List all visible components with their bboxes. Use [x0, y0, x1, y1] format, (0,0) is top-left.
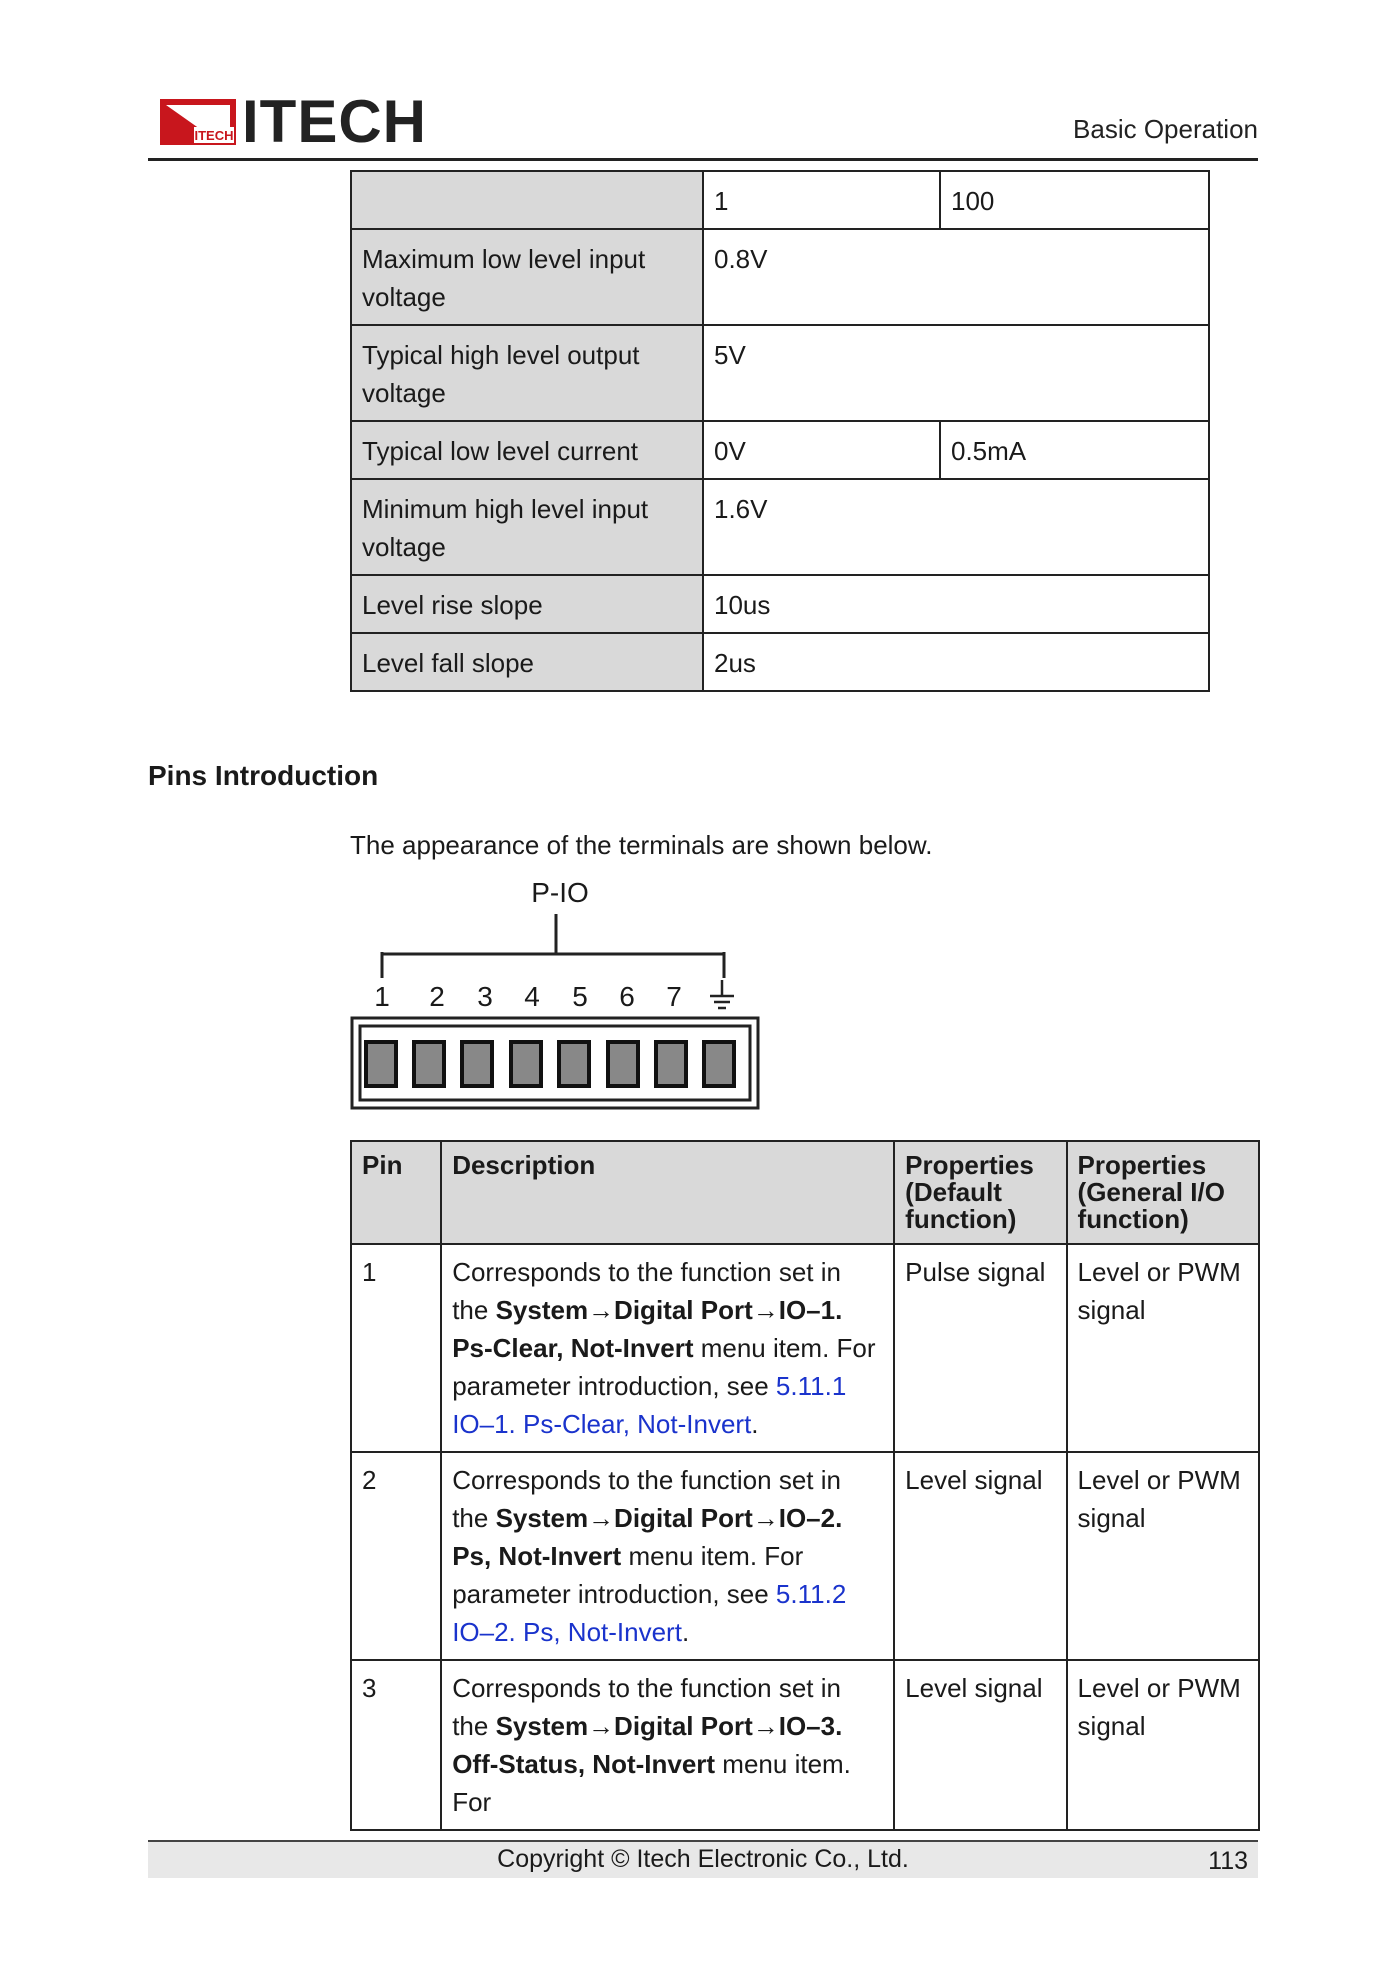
spec-top-label: [351, 171, 703, 229]
spec-row: [351, 325, 1209, 421]
header-section-title: Basic Operation: [1073, 114, 1258, 144]
pin-table: [350, 1140, 1260, 1831]
pin-number: 5: [572, 981, 588, 1012]
pin-number-cell: 2: [351, 1452, 441, 1660]
pin-description: [441, 1452, 894, 1660]
connector-label: P-IO: [531, 877, 589, 908]
connector-pin: [559, 1042, 589, 1086]
desc-text: Corresponds to the function set in the: [452, 1465, 841, 1533]
desc-text: Corresponds to the function set in the: [452, 1257, 841, 1325]
pin-number: 3: [477, 981, 493, 1012]
pin-number: 2: [429, 981, 445, 1012]
desc-text: .: [751, 1409, 759, 1439]
spec-row: [351, 229, 1209, 325]
pin-number: 4: [524, 981, 540, 1012]
logo-text: ITECH: [242, 88, 427, 155]
page-number: 113: [1208, 1847, 1248, 1875]
spec-value: 5V: [703, 325, 1209, 421]
desc-text: menu item. For parameter introduction, see: [452, 1541, 804, 1609]
spec-top-cell: 100: [940, 171, 1209, 229]
desc-text: menu item. For: [452, 1749, 851, 1817]
pin-general-prop: Level or PWM signal: [1067, 1244, 1259, 1452]
desc-text: Corresponds to the function set in the: [452, 1673, 841, 1741]
desc-menu-path: System→Digital Port→IO–3. Off-Status, Not-Invert: [452, 1711, 843, 1779]
spec-label: Level rise slope: [351, 575, 703, 633]
spec-value: 1.6V: [703, 479, 1209, 575]
pin-row: [351, 1660, 1259, 1830]
desc-menu-path: System→Digital Port→IO–2. Ps, Not-Invert: [452, 1503, 843, 1571]
spec-value: 10us: [703, 575, 1209, 633]
pin-number: 1: [374, 981, 390, 1012]
logo-mark-text: ITECH: [194, 128, 234, 143]
spec-top-row: [351, 171, 1209, 229]
spec-row: [351, 479, 1209, 575]
itech-logo: [160, 88, 427, 155]
section-link[interactable]: 5.11.2 IO–2. Ps, Not-Invert: [452, 1579, 847, 1647]
terminal-diagram: [350, 868, 760, 1110]
connector-pin: [462, 1042, 492, 1086]
spec-value: 0.8V: [703, 229, 1209, 325]
pin-table-header: [351, 1141, 1259, 1244]
spec-top-cell: 1: [703, 171, 940, 229]
pin-general-prop: Level or PWM signal: [1067, 1660, 1259, 1830]
section-title: Pins Introduction: [148, 760, 379, 791]
page-footer: [148, 1840, 1258, 1878]
spec-label: Minimum high level input voltage: [351, 479, 703, 575]
header-general-props: Properties (General I/O function): [1067, 1141, 1259, 1244]
pin-row: [351, 1244, 1259, 1452]
connector-pin: [608, 1042, 638, 1086]
spec-row: [351, 575, 1209, 633]
header-default-props: Properties (Default function): [894, 1141, 1066, 1244]
desc-text: .: [681, 1617, 690, 1647]
section-link[interactable]: 5.11.1 IO–1. Ps-Clear, Not-Invert: [452, 1371, 847, 1439]
copyright-text: Copyright © Itech Electronic Co., Ltd.: [497, 1845, 909, 1873]
pin-number: 6: [619, 981, 635, 1012]
desc-text: menu item. For parameter introduction, see: [452, 1333, 876, 1401]
pin-number-cell: 3: [351, 1660, 441, 1830]
header-pin: Pin: [351, 1141, 441, 1244]
pin-default-prop: Pulse signal: [894, 1244, 1066, 1452]
spec-row: [351, 633, 1209, 691]
connector-pin: [366, 1042, 396, 1086]
pin-default-prop: Level signal: [894, 1660, 1066, 1830]
pin-general-prop: Level or PWM signal: [1067, 1452, 1259, 1660]
connector-pin: [704, 1042, 734, 1086]
spec-table: [350, 170, 1210, 692]
spec-label: Level fall slope: [351, 633, 703, 691]
itech-logo-mark: [160, 99, 236, 145]
spec-row: [351, 421, 1209, 479]
spec-label: Typical low level current: [351, 421, 703, 479]
pin-number: 7: [666, 981, 682, 1012]
page-header: [148, 88, 1258, 161]
spec-value: 0V: [703, 421, 940, 479]
pin-description: [441, 1244, 894, 1452]
desc-menu-path: System→Digital Port→IO–1. Ps-Clear, Not-Invert: [452, 1295, 843, 1363]
spec-value: 2us: [703, 633, 1209, 691]
intro-text: The appearance of the terminals are shown below.: [350, 830, 933, 860]
connector-pin: [511, 1042, 541, 1086]
connector-pins: [366, 1042, 734, 1086]
connector-pin: [414, 1042, 444, 1086]
ground-icon: [710, 980, 734, 1008]
spec-value-2: 0.5mA: [940, 421, 1209, 479]
pin-number-cell: 1: [351, 1244, 441, 1452]
pin-row: [351, 1452, 1259, 1660]
spec-label: Maximum low level input voltage: [351, 229, 703, 325]
spec-label: Typical high level output voltage: [351, 325, 703, 421]
pin-default-prop: Level signal: [894, 1452, 1066, 1660]
header-description: Description: [441, 1141, 894, 1244]
pin-description: [441, 1660, 894, 1830]
connector-pin: [656, 1042, 686, 1086]
